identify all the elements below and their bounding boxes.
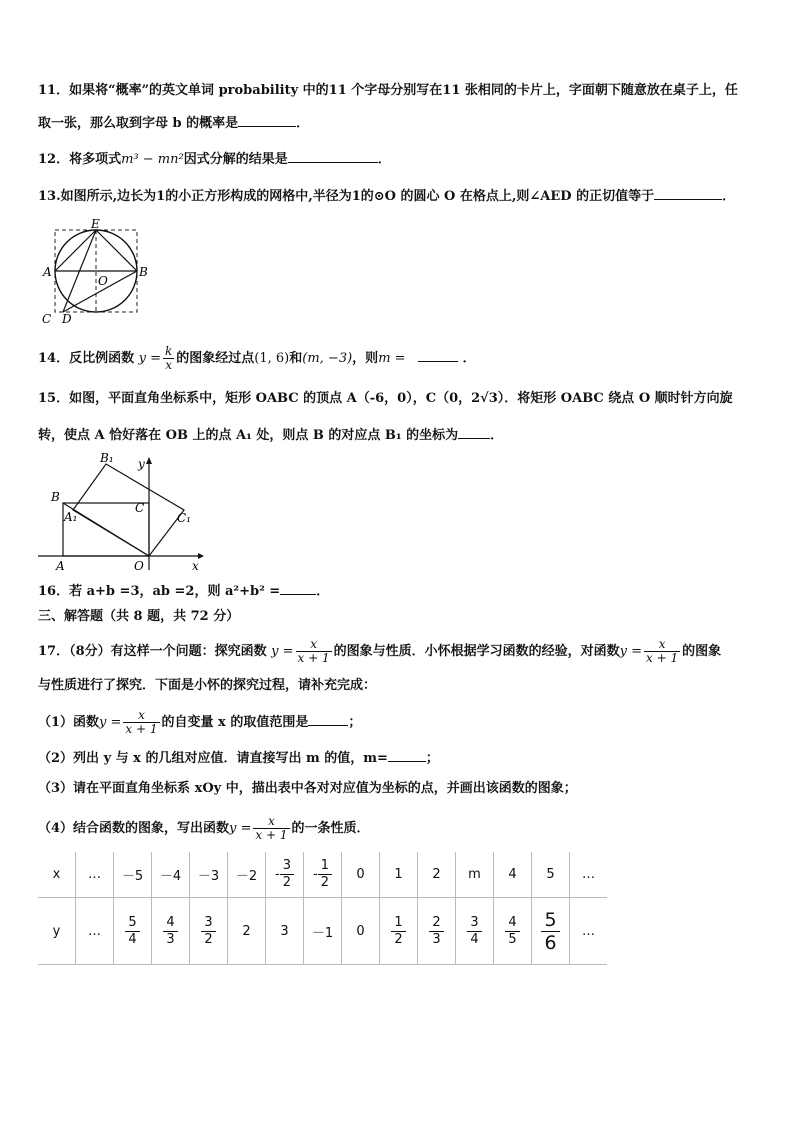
y-cell: 2 [228,898,266,965]
q17-p1-a: （1）函数 [38,715,100,730]
q15-x-arrow [198,553,204,559]
q17-p4-fraction [253,815,289,842]
q17-part4 [38,815,370,842]
fraction-numerator: 4 [508,914,517,930]
q17-p1-semicolon: ； [348,715,362,730]
q17-part1 [38,709,361,736]
q17-func2-num: x [658,637,666,651]
fraction-denominator: 2 [201,931,215,948]
q15-rect-rotated [73,464,184,556]
x-cell: 0 [342,852,380,898]
q11-answer-blank[interactable] [238,114,296,127]
y-cell-fraction [114,898,152,965]
y-cell: … [570,898,608,965]
fraction [467,915,481,948]
q12-suffix: 因式分解的结果是 [183,152,288,167]
q17-func2-fraction [644,638,680,665]
fraction [125,915,139,948]
q14-func-lhs: y = [138,351,161,366]
q17-func1-fraction [296,638,332,665]
q17-intro-b: 的图象与性质．小怀根据学习函数的经验，对函数 [333,644,620,659]
q15-label-a1: A₁ [64,510,78,524]
fraction-numerator: 5 [128,914,137,930]
q12-answer-blank[interactable] [288,150,378,163]
q14-tail: ，则 [352,351,379,366]
q15-line2-text: 转，使点 A 恰好落在 OB 上的点 A₁ 处，则点 B 的对应点 B₁ 的坐标为 [38,428,459,443]
y-cell-fraction [152,898,190,965]
fraction [163,915,177,948]
x-cell: 1 [380,852,418,898]
q17-func1-lhs: y = [271,644,294,659]
q17-p4-b: 的一条性质． [291,821,370,836]
fraction-denominator: 3 [163,931,177,948]
section3-title: 三、解答题（共 8 题，共 72 分） [38,609,240,624]
fraction-numerator: 3 [470,914,479,930]
y-cell-fraction [494,898,532,965]
fraction [391,915,405,948]
x-cell: 2 [418,852,456,898]
fraction [318,858,332,891]
table-header-x: x [38,852,76,898]
fraction [280,858,294,891]
fraction-denominator: 2 [280,874,294,891]
fraction-numerator: 3 [282,858,291,873]
q13-label-e: E [91,217,100,231]
x-cell-fraction [304,852,342,898]
y-cell-fraction [418,898,456,965]
q13-circle-figure [38,215,148,327]
x-cell: … [76,852,114,898]
fraction-numerator: 1 [394,914,403,930]
fraction-sign: - [275,867,280,882]
q17-func1-den: x + 1 [297,651,330,665]
q14-prefix: 14．反比例函数 [38,351,135,366]
fraction-numerator: 5 [544,908,557,931]
q11-line1: 11．如果将“概率”的英文单词 probability 中的11 个字母分别写在11 张相同的卡片上，字面朝下随意放在桌子上，任 [38,83,738,98]
q14-frac-num: k [165,344,173,358]
q11-line2: 取一张，那么取到字母 b 的概率是 ． [38,116,310,131]
q17-line2: 与性质进行了探究．下面是小怀的探究过程，请补充完成： [38,678,377,693]
x-cell: 5 [532,852,570,898]
y-cell: 0 [342,898,380,965]
q13-answer-blank[interactable] [654,187,722,200]
q15-label-b: B [51,490,60,504]
q15-label-c1: C₁ [177,511,191,525]
q14-point2: (m, −3) [302,351,353,366]
fraction-denominator: 4 [125,931,139,948]
y-cell-fraction-large [532,898,570,965]
q14-m-eq: m = [378,351,406,366]
q17-intro-a: 17．（8分）有这样一个问题：探究函数 [38,644,267,659]
fraction-denominator: 6 [541,931,559,954]
q16-text: 16．若 a+b =3，ab =2，则 a²+b² = [38,584,281,599]
q15-label-a: A [56,559,65,573]
q16-line: 16．若 a+b =3，ab =2，则 a²+b² = ． [38,584,330,599]
fraction-sign: - [313,867,318,882]
fraction-numerator: 3 [204,914,213,930]
q17-p2-answer-blank[interactable] [388,749,426,762]
q14-answer-blank[interactable] [418,349,458,362]
q17-p1-b: 的自变量 x 的取值范围是 [161,715,309,730]
q17-p1-func-lhs: y = [99,715,122,730]
fraction-denominator: 2 [318,874,332,891]
fraction [505,915,519,948]
table-row-y [38,898,607,965]
q12-prefix: 12．将多项式 [38,152,122,167]
fraction-numerator: 2 [432,914,441,930]
q15-answer-blank[interactable] [458,426,490,439]
q13-label-d: D [62,312,72,326]
y-cell-fraction [380,898,418,965]
q11-line2-text: 取一张，那么取到字母 b 的概率是 [38,116,239,131]
fraction-denominator: 4 [467,931,481,948]
q12-expression: m³ − mn² [121,152,184,167]
q15-label-x: x [192,559,199,573]
q15-label-o: O [134,559,144,573]
fraction [541,909,559,954]
x-cell: －5 [114,852,152,898]
q17-p4-func-lhs: y = [229,821,252,836]
q17-p4-num: x [268,814,275,828]
q17-intro-c: 的图象 [682,644,722,659]
q12-line: 12．将多项式m³ − mn²因式分解的结果是 ． [38,152,391,167]
q16-answer-blank[interactable] [280,582,316,595]
q15-label-y: y [138,457,145,471]
y-cell: … [76,898,114,965]
q17-p2-text: （2）列出 y 与 x 的几组对应值．请直接写出 m 的值，m= [38,751,388,766]
fraction-numerator: 4 [166,914,175,930]
q13-line: 13.如图所示,边长为1的小正方形构成的网格中,半径为1的⊙O 的圆心 O 在格点上,则∠AED 的正切值等于 ． [38,189,736,204]
x-cell: －3 [190,852,228,898]
x-cell-m: m [456,852,494,898]
q17-func1-num: x [310,637,317,651]
q15-label-b1: B₁ [100,451,114,465]
y-cell-fraction [190,898,228,965]
y-cell: －1 [304,898,342,965]
q13-label-o: O [98,274,108,288]
x-cell: 4 [494,852,532,898]
q14-mid: 的图象经过点 [176,351,255,366]
q14-and: 和 [289,351,303,366]
fraction [201,915,215,948]
fraction-numerator: 1 [320,858,329,873]
fraction [429,915,443,948]
q13-label-b: B [139,265,148,279]
q14-point1: (1, 6) [254,351,290,366]
x-cell: －2 [228,852,266,898]
q13-label-c: C [42,312,52,326]
table-header-y: y [38,898,76,965]
x-cell: －4 [152,852,190,898]
x-cell: … [570,852,608,898]
q17-intro-line [38,638,721,665]
fraction-denominator: 2 [391,931,405,948]
q17-part3: （3）请在平面直角坐标系 xOy 中，描出表中各对对应值为坐标的点，并画出该函数的图象； [38,781,577,796]
y-cell: 3 [266,898,304,965]
q17-p1-answer-blank[interactable] [308,713,348,726]
q17-p4-a: （4）结合函数的图象，写出函数 [38,821,230,836]
q14-frac-den: x [165,358,173,372]
q15-rectangle-figure [38,448,210,574]
q17-func2-den: x + 1 [646,651,679,665]
q15-line2: 转，使点 A 恰好落在 OB 上的点 A₁ 处，则点 B 的对应点 B₁ 的坐标为 ． [38,428,504,443]
q17-p4-den: x + 1 [255,828,288,842]
q17-p2-semicolon: ； [425,751,439,766]
q13-text: 13.如图所示,边长为1的小正方形构成的网格中,半径为1的⊙O 的圆心 O 在格点上,则∠AED 的正切值等于 [38,189,655,204]
q13-label-a: A [43,265,52,279]
q17-p1-den: x + 1 [125,722,158,736]
y-cell-fraction [456,898,494,965]
x-cell-fraction [266,852,304,898]
xy-value-table [38,852,607,965]
table-row-x [38,852,607,898]
q15-label-c: C [135,501,145,515]
q17-p1-num: x [138,708,145,722]
q17-part2 [38,749,439,768]
q15-y-arrow [146,457,152,464]
q14-line: 14．反比例函数 y = $\frac{k}{x}$ 的图象经过点(1, 6)和(m, −3)，则m = ． [38,344,476,372]
q14-fraction [163,345,174,372]
fraction-denominator: 5 [505,931,519,948]
q17-func2-lhs: y = [619,644,643,659]
fraction-denominator: 3 [429,931,443,948]
q15-line1: 15．如图，平面直角坐标系中，矩形 OABC 的顶点 A（-6，0），C（0，2√3）．将矩形 OABC 绕点 O 顺时针方向旋 [38,391,733,406]
q17-p1-fraction [123,709,159,736]
